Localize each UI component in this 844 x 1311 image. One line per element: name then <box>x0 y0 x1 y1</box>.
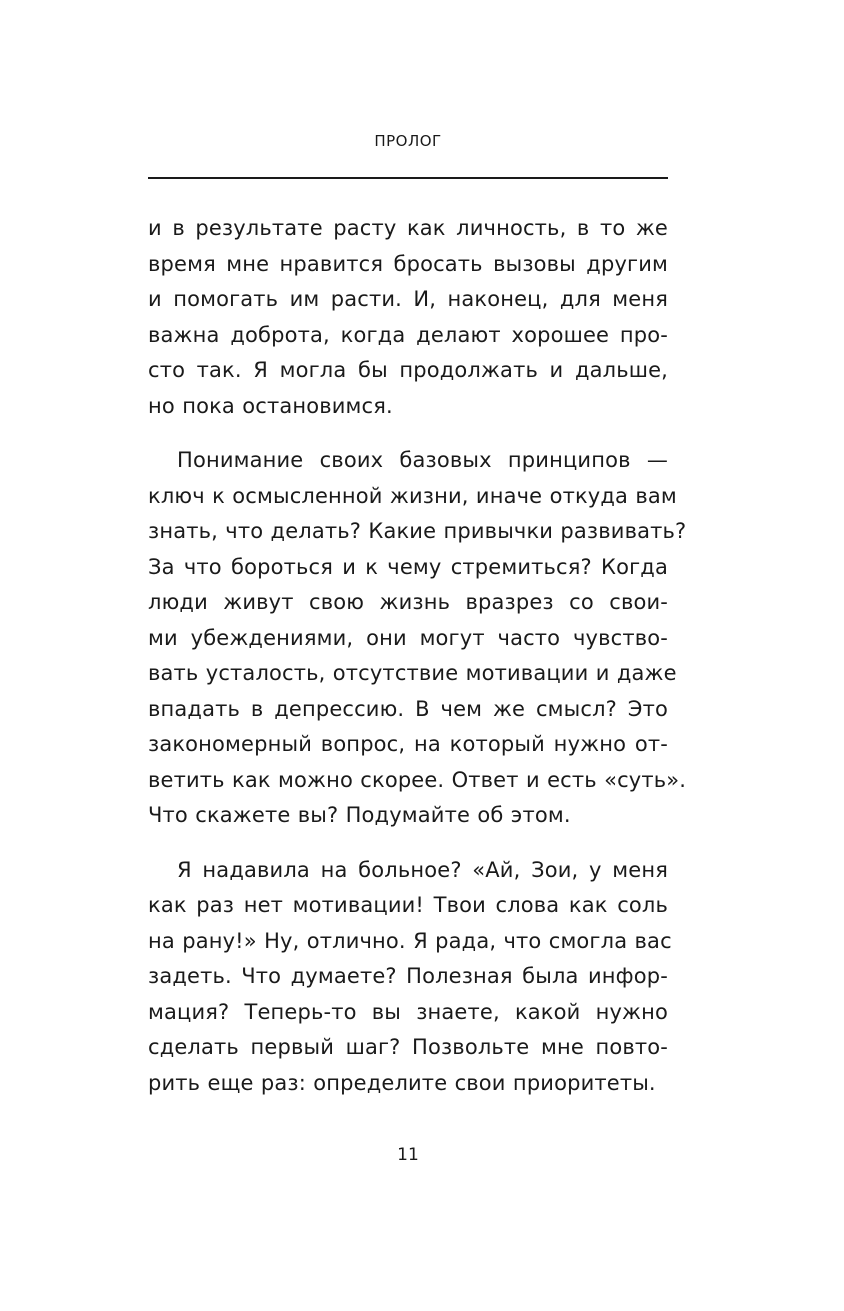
text-line: рить еще раз: определите свои приоритеты. <box>148 1070 656 1095</box>
text-line: ключ к осмысленной жизни, иначе откуда вам <box>148 483 677 508</box>
text-line: люди живут свою жизнь вразрез со свои- <box>148 590 668 614</box>
header-rule <box>148 177 668 179</box>
body-text <box>148 211 687 1101</box>
paragraph-1 <box>148 211 668 424</box>
text-line: и помогать им расти. И, наконец, для меня <box>148 287 668 311</box>
paragraph-3 <box>148 853 672 1102</box>
text-line: задеть. Что думаете? Полезная была инфор- <box>148 964 668 988</box>
text-line: За что бороться и к чему стремиться? Когда <box>148 554 668 579</box>
text-line: сто так. Я могла бы продолжать и дальше, <box>148 358 668 382</box>
text-line: Я надавила на больное? «Ай, Зои, у меня <box>177 857 668 882</box>
text-line: мация? Теперь-то вы знаете, какой нужно <box>148 999 668 1024</box>
text-line: знать, что делать? Какие привычки развивать? <box>148 519 687 543</box>
text-line: впадать в депрессию. В чем же смысл? Это <box>148 696 668 721</box>
text-line: Понимание своих базовых принципов — <box>177 448 668 472</box>
text-line: и в результате расту как личность, в то же <box>148 216 668 240</box>
text-line: Что скажете вы? Подумайте об этом. <box>148 803 571 827</box>
paragraph-2 <box>148 443 687 834</box>
running-head: ПРОЛОГ <box>374 132 442 150</box>
text-line: закономерный вопрос, на который нужно от- <box>148 732 668 756</box>
text-line: время мне нравится бросать вызовы другим <box>148 251 668 276</box>
text-line: на рану!» Ну, отлично. Я рада, что смогла вас <box>148 928 672 953</box>
text-line: как раз нет мотивации! Твои слова как соль <box>148 893 668 917</box>
text-line: но пока остановимся. <box>148 393 393 418</box>
text-line: ветить как можно скорее. Ответ и есть «суть». <box>148 767 687 792</box>
text-line: вать усталость, отсутствие мотивации и даже <box>148 661 677 685</box>
page-number: 11 <box>397 1145 419 1165</box>
text-line: ми убеждениями, они могут часто чувство- <box>148 625 668 650</box>
text-line: важна доброта, когда делают хорошее про- <box>148 322 668 347</box>
text-line: сделать первый шаг? Позвольте мне повто- <box>148 1035 668 1059</box>
